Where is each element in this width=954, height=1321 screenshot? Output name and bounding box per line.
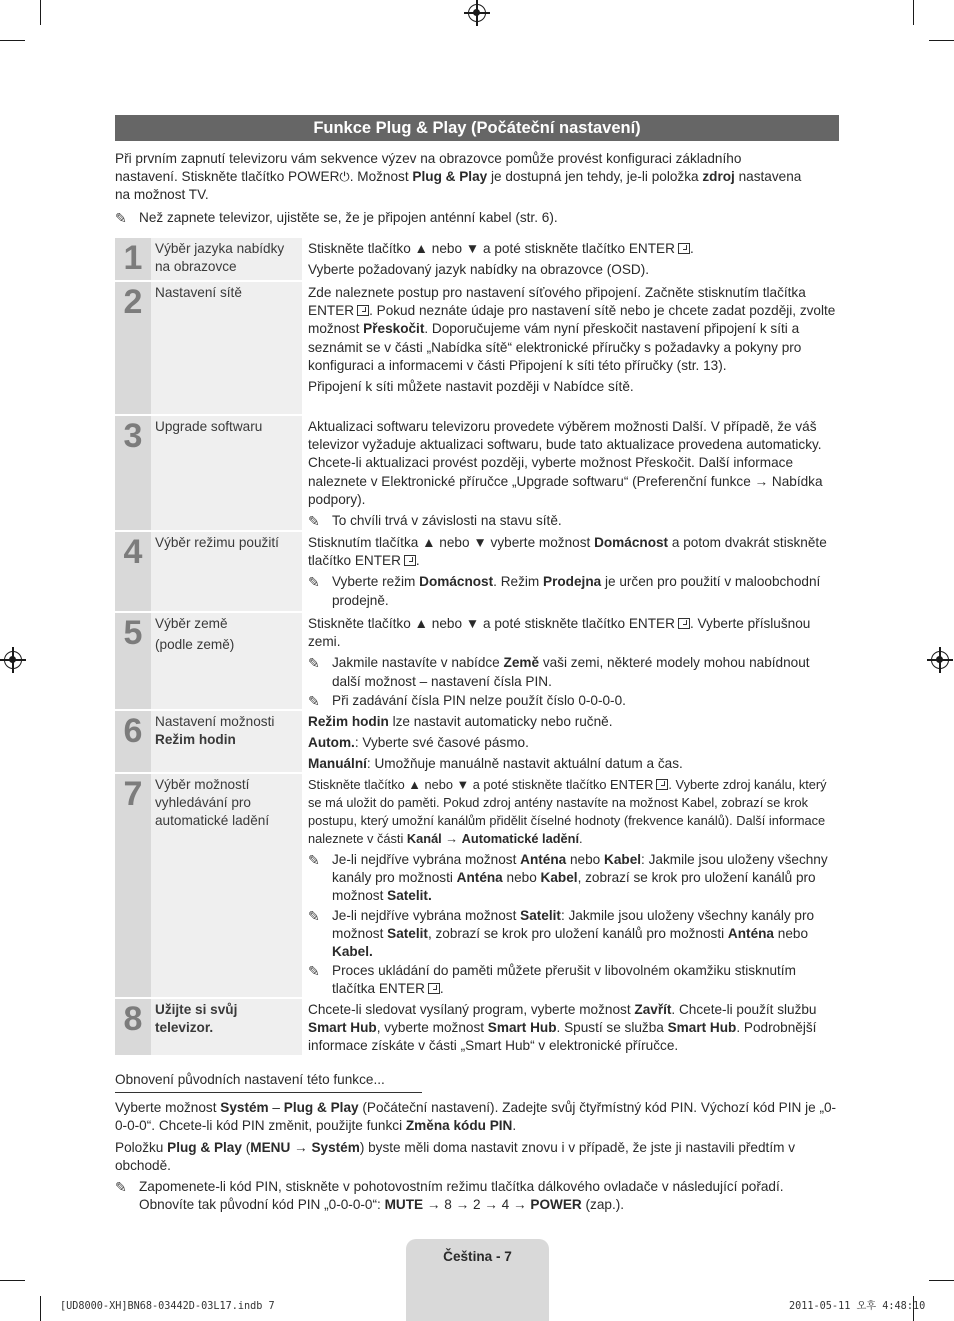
step-text: . Chcete-li použít službu [671, 1002, 817, 1017]
step-text: Připojení k síti můžete nastavit později v Nabídce sítě. [308, 379, 634, 395]
close-term: Zavřít [634, 1002, 672, 1017]
note-text: , zobrazí se krok pro uložení kanálů pro možnosti [427, 925, 728, 941]
step-label: Výběr jazyka nabídky na obrazovce [151, 238, 302, 280]
satellite-term: Satelit [520, 907, 561, 923]
cable-term: Kabel [540, 870, 578, 886]
enter-icon [678, 618, 690, 629]
antenna-term: Anténa [727, 925, 774, 941]
note-text: : Jakmile jsou uloženy všechny kanály pro možnost [332, 907, 815, 941]
step-text: . [415, 553, 420, 569]
step-note [308, 907, 839, 962]
crop-mark [929, 40, 954, 41]
enter-icon [357, 305, 369, 316]
auto-tuning-term: Automatické ladění [461, 831, 580, 846]
step-label-line: Nastavení možnosti [155, 714, 275, 729]
enter-button-name: ENTER [628, 241, 675, 256]
power-icon: ⏻ [339, 169, 350, 185]
system-term: Systém [311, 1139, 360, 1155]
step-text: Zde naleznete postup pro nastavení síťového připojení. Začněte stisknutím tlačítka [308, 285, 806, 300]
note-text: . [439, 981, 444, 997]
section-title: Funkce Plug & Play (Počáteční nastavení) [115, 115, 839, 141]
note-text: vaši zemi, některé modely mohou nabídnout další možnost – nastavení čísla PIN. [332, 655, 810, 689]
page-number: Čeština - 7 [443, 1249, 512, 1264]
step-number: 4 [115, 532, 151, 611]
note-text: Při zadávání čísla PIN nelze použít číslo 0-0-0-0. [332, 692, 626, 708]
step-text: Stiskněte tlačítko ▲ nebo ▼ a poté stiskněte tlačítko [308, 616, 629, 631]
step-description [308, 711, 839, 772]
note-text: → 8 → 2 → 4 → [423, 1197, 531, 1213]
power-button-name: POWER [288, 169, 340, 185]
skip-term: Přeskočit [363, 321, 425, 337]
step-row [115, 282, 839, 414]
note-text: nebo [774, 925, 809, 941]
step-text: . Spustí se služba [556, 1020, 668, 1036]
step-label [151, 999, 302, 1055]
intro-text: Při prvním zapnutí televizoru vám sekvence výzev na obrazovce pomůže provést konfiguraci základního nastavení. Stiskněte tlačítko [115, 151, 742, 185]
step-note [308, 962, 839, 998]
step-description [308, 238, 839, 280]
step-description [308, 999, 839, 1055]
step-row [115, 613, 839, 709]
registration-mark-icon [931, 651, 949, 669]
step-number: 5 [115, 613, 151, 709]
antenna-term: Anténa [520, 852, 567, 867]
pencil-note-icon: ✎ [308, 963, 320, 980]
reset-note [115, 1178, 839, 1214]
step-text: . [579, 831, 583, 846]
enter-button-name: ENTER [308, 303, 355, 319]
step-label-line: Výběr země [155, 616, 228, 631]
note-text: Je-li nejdříve vybrána možnost [332, 852, 521, 867]
intro-text: . Možnost [349, 169, 413, 185]
step-number: 8 [115, 999, 151, 1055]
plug-and-play-term: Plug & Play [167, 1139, 242, 1155]
step-number: 2 [115, 282, 151, 414]
step-label [151, 711, 302, 772]
step-label [151, 613, 302, 709]
note-text: Jakmile nastavíte v nabídce [332, 655, 504, 671]
change-pin-term: Změna kódu PIN [405, 1118, 513, 1134]
source-term: zdroj [702, 169, 735, 185]
reset-text: – [268, 1100, 284, 1116]
step-description [308, 613, 839, 709]
step-text: Stiskněte tlačítko ▲ nebo ▼ a poté stiskněte tlačítko [308, 241, 629, 256]
note-text: Než zapnete televizor, ujistěte se, že je připojen anténní kabel (str. 6). [139, 209, 558, 225]
reset-text: ) byste měli doma nastavit znovu i v případě, že jste ji nastavili předtím v obchodě. [115, 1139, 795, 1173]
crop-mark [913, 0, 914, 25]
smart-hub-term: Smart Hub [308, 1020, 377, 1036]
step-label-line: Užijte si svůj televizor. [155, 1002, 238, 1036]
reset-text: (Počáteční nastavení). Zadejte svůj čtyřmístný kód PIN. Výchozí kód PIN je „0-0-0-0“. Chcete-li kód PIN změnit, použijte funkci [115, 1100, 837, 1134]
smart-hub-term: Smart Hub [487, 1020, 557, 1036]
registration-mark-icon [4, 651, 22, 669]
step-description [308, 416, 839, 530]
step-text: : Umožňuje manuálně nastavit aktuální datum a čas. [366, 756, 683, 772]
system-term: Systém [220, 1100, 269, 1116]
auto-term: Autom. [308, 735, 355, 751]
cable-term: Kabel [604, 852, 642, 867]
reset-text: Položku [115, 1139, 168, 1155]
step-row [115, 238, 839, 280]
step-number: 7 [115, 774, 151, 997]
note-text: , zobrazí se krok pro uložení kanálů pro možnost [332, 870, 816, 904]
pencil-note-icon: ✎ [308, 574, 320, 591]
enter-icon [428, 983, 440, 994]
pencil-note-icon: ✎ [308, 852, 320, 868]
crop-mark [40, 0, 41, 25]
reset-paragraph [115, 1139, 839, 1175]
enter-icon [404, 555, 416, 566]
enter-button-name: ENTER [628, 616, 675, 631]
step-number: 3 [115, 416, 151, 530]
step-row [115, 711, 839, 772]
step-text: lze nastavit automaticky nebo ručně. [388, 714, 613, 729]
intro-paragraph [115, 150, 805, 205]
note-text: : Jakmile jsou uloženy všechny kanály pro možnosti [332, 852, 828, 886]
step-row [115, 774, 839, 997]
mute-term: MUTE [384, 1197, 424, 1213]
crop-mark [40, 1296, 41, 1321]
step-text: Vyberte požadovaný jazyk nabídky na obrazovce (OSD). [308, 262, 650, 278]
enter-icon [656, 779, 668, 790]
reset-text: . [512, 1118, 517, 1134]
step-description [308, 532, 839, 611]
step-text: . Doporučujeme vám nyní přeskočit nastavení připojení k síti a seznámit se v části „Nabídka sítě“ elektronické příručky s požadavky a pokyny pro konfiguraci a informacemi v části Připojení k síti této příručky (str. 13). [308, 321, 802, 373]
intro-note [115, 209, 805, 227]
note-text: nebo [566, 852, 605, 867]
note-text: Vyberte režim [332, 574, 420, 590]
step-text: . Vyberte zdroj kanálu, který se má uložit do paměti. Pokud zdroj antény nastavíte na možnost Kabel, zobrazí se krok postupu, který umožní kanálům přidělit číselné hodnoty (frekvence kanálů). Další informace naleznete v části [308, 777, 827, 846]
step-label-line: Režim hodin [155, 732, 236, 748]
step-description [308, 282, 839, 414]
step-row [115, 999, 839, 1055]
note-text: Zapomenete-li kód PIN, stiskněte v pohotovostním režimu tlačítka dálkového ovladače v následující pořadí. Obnovíte tak původní kód PIN „0-0-0-0“: [139, 1179, 784, 1213]
pencil-note-icon: ✎ [115, 209, 127, 226]
menu-term: MENU [250, 1139, 291, 1155]
intro-text: nastavena na možnost TV. [115, 169, 802, 203]
enter-icon [678, 243, 690, 254]
reset-text: → [290, 1139, 312, 1155]
step-label: Nastavení sítě [151, 282, 302, 414]
step-text: . Pokud neznáte údaje pro nastavení sítě nebo je chcete zadat později, zvolte možnost [308, 303, 836, 337]
crop-mark [0, 40, 25, 41]
cable-term: Kabel. [332, 944, 373, 960]
step-text: Aktualizaci softwaru televizoru provedete výběrem možnosti Další. V případě, že váš televizor vyžaduje aktualizaci softwaru, bude tato aktualizace provedena automaticky. Chcete-li aktualizaci provést později, vyberte možnost Přeskočit. Další informace naleznete v Elektronické příručce „Upgrade softwaru“ (Preferenční funkce → Nabídka podpory). [308, 419, 823, 507]
step-label: Výběr možností vyhledávání pro automatické ladění [151, 774, 302, 997]
step-text: → [441, 831, 462, 846]
step-text: Stisknutím tlačítka ▲ nebo ▼ vyberte možnost [308, 535, 595, 550]
crop-mark [929, 1280, 954, 1281]
print-timestamp: 2011-05-11 오후 4:48:10 [789, 1301, 926, 1312]
step-text: . [689, 241, 694, 256]
note-text: . Režim [493, 574, 544, 590]
antenna-term: Anténa [456, 870, 503, 886]
step-number: 6 [115, 711, 151, 772]
satellite-term: Satelit [387, 925, 428, 941]
reset-text: Vyberte možnost [115, 1100, 221, 1116]
country-term: Země [503, 655, 540, 671]
store-term: Prodejna [543, 574, 602, 590]
steps-table [115, 238, 839, 1057]
note-text: je určen pro použití v maloobchodní prodejně. [332, 574, 821, 608]
pencil-note-icon: ✎ [115, 1179, 127, 1196]
step-row [115, 416, 839, 530]
reset-text: ( [241, 1139, 251, 1155]
step-note [308, 654, 839, 690]
note-text: nebo [502, 870, 541, 886]
registration-mark-icon [468, 4, 486, 22]
satellite-term: Satelit. [387, 888, 432, 904]
note-text: (zap.). [581, 1197, 625, 1213]
pencil-note-icon: ✎ [308, 655, 320, 672]
intro-text: je dostupná jen tehdy, je-li položka [487, 169, 703, 185]
step-label: Upgrade softwaru [151, 416, 302, 530]
step-note [308, 573, 839, 609]
home-term: Domácnost [419, 574, 494, 590]
reset-title: Obnovení původních nastavení této funkce... [115, 1071, 422, 1093]
clock-mode-term: Režim hodin [308, 714, 389, 729]
manual-term: Manuální [308, 756, 367, 772]
step-text: : Vyberte své časové pásmo. [354, 735, 529, 751]
step-text: , vyberte možnost [376, 1020, 488, 1036]
step-note [308, 692, 839, 710]
smart-hub-term: Smart Hub [667, 1020, 737, 1036]
print-file-info: [UD8000-XH]BN68-03442D-03L17.indb 7 [60, 1301, 275, 1312]
note-text: To chvíli trvá v závislosti na stavu sítě. [332, 513, 562, 529]
channel-term: Kanál [406, 831, 442, 846]
step-label-line: (podle země) [155, 637, 235, 653]
pencil-note-icon: ✎ [308, 907, 320, 924]
step-row [115, 532, 839, 611]
step-number: 1 [115, 238, 151, 280]
plug-and-play-term: Plug & Play [283, 1100, 359, 1116]
plug-and-play-term: Plug & Play [412, 169, 488, 185]
enter-button-name: ENTER [610, 777, 654, 792]
reset-paragraph [115, 1099, 839, 1135]
note-text: Je-li nejdříve vybrána možnost [332, 907, 521, 923]
step-note [308, 851, 839, 906]
reset-block [115, 1071, 839, 1214]
note-text: Proces ukládání do paměti můžete přerušit v libovolném okamžiku stisknutím tlačítka [332, 963, 796, 997]
step-text: Chcete-li sledovat vysílaný program, vyberte možnost [308, 1002, 635, 1017]
step-note [308, 512, 839, 530]
step-text: . Vyberte příslušnou zemi. [308, 616, 811, 650]
enter-button-name: ENTER [378, 981, 425, 997]
enter-button-name: ENTER [354, 553, 401, 569]
step-description [308, 774, 839, 997]
intro-block [115, 150, 805, 227]
step-text: . Podrobnější informace získáte v části „Smart Hub“ v elektronické příručce. [308, 1020, 817, 1054]
step-label: Výběr režimu použití [151, 532, 302, 611]
pencil-note-icon: ✎ [308, 692, 320, 709]
step-text: Stiskněte tlačítko ▲ nebo ▼ a poté stiskněte tlačítko [308, 777, 611, 792]
crop-mark [0, 1280, 25, 1281]
power-term: POWER [530, 1197, 582, 1213]
step-text: a potom dvakrát stiskněte tlačítko [308, 535, 827, 569]
pencil-note-icon: ✎ [308, 513, 320, 530]
home-term: Domácnost [594, 535, 669, 550]
page-number-tab [406, 1239, 549, 1321]
